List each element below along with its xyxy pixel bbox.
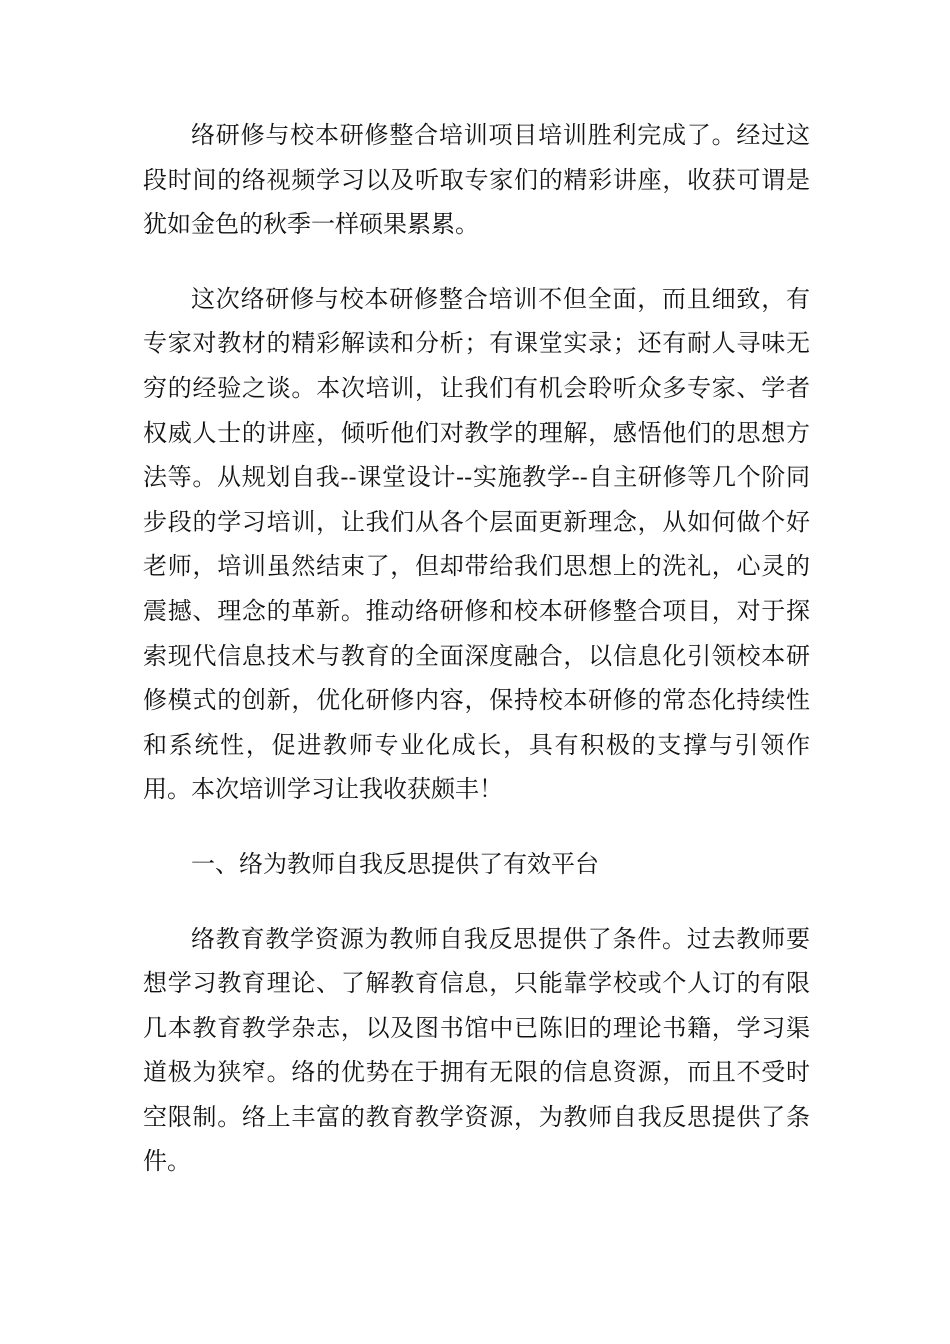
section-heading: 一、络为教师自我反思提供了有效平台	[191, 849, 599, 878]
intro-paragraph: 络研修与校本研修整合培训项目培训胜利完成了。经过这段时间的络视频学习以及听取专家们的精彩讲座，收获可谓是犹如金色的秋季一样硕果累累。	[143, 121, 810, 239]
section-body-paragraph: 络教育教学资源为教师自我反思提供了条件。过去教师要想学习教育理论、了解教育信息，只能靠学校或个人订的有限几本教育教学杂志，以及图书馆中已陈旧的理论书籍，学习渠道极为狭窄。络的优势在于拥有无限的信息资源，而且不受时空限制。络上丰富的教育教学资源，为教师自我反思提供了条件。	[143, 924, 810, 1176]
training-summary-paragraph: 这次络研修与校本研修整合培训不但全面，而且细致，有专家对教材的精彩解读和分析；有课堂实录；还有耐人寻味无穷的经验之谈。本次培训，让我们有机会聆听众多专家、学者权威人士的讲座，倾听他们对教学的理解，感悟他们的思想方法等。从规划自我--课堂设计--实施教学--自主研修等几个阶同步段的学习培训，让我们从各个层面更新理念，从如何做个好老师，培训虽然结束了，但却带给我们思想上的洗礼，心灵的震撼、理念的革新。推动络研修和校本研修整合项目，对于探索现代信息技术与教育的全面深度融合，以信息化引领校本研修模式的创新，优化研修内容，保持校本研修的常态化持续性和系统性，促进教师专业化成长，具有积极的支撑与引领作用。本次培训学习让我收获颇丰！	[143, 284, 810, 804]
document-body	[143, 113, 810, 1184]
